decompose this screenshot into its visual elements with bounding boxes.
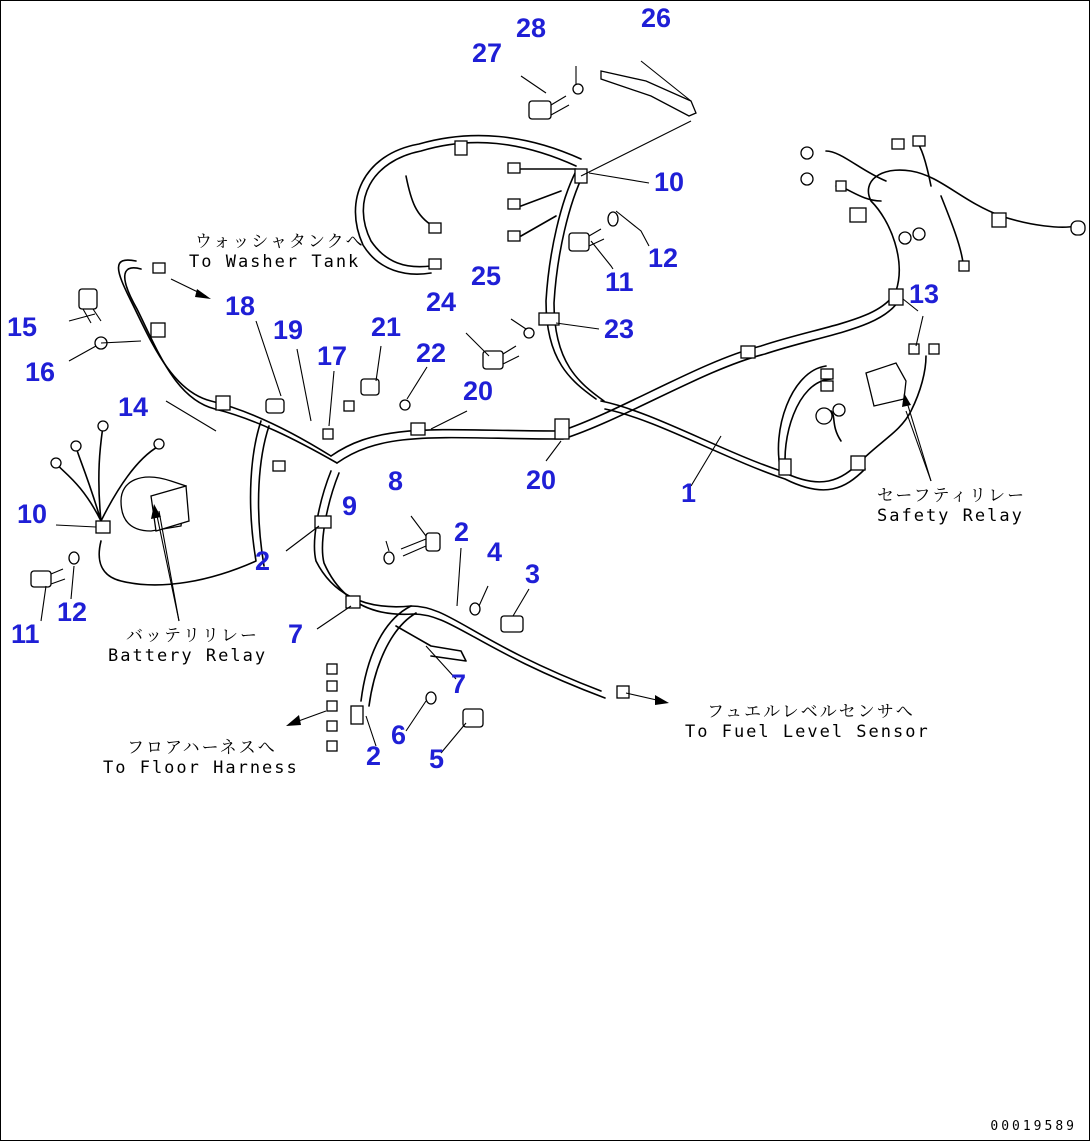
callout-20-top: 20	[463, 376, 494, 406]
callout-15: 15	[7, 312, 38, 342]
callout-1: 1	[681, 478, 697, 508]
callout-2-right: 2	[454, 517, 470, 547]
callout-22: 22	[416, 338, 447, 368]
callout-7-left: 7	[288, 619, 304, 649]
note-washer-tank-en: To Washer Tank	[189, 251, 361, 272]
callout-4: 4	[487, 537, 503, 567]
note-floor-harness	[103, 739, 299, 778]
callout-12-left: 12	[57, 597, 88, 627]
callout-23: 23	[604, 314, 635, 344]
note-fuel-level-sensor-en: To Fuel Level Sensor	[685, 721, 930, 742]
callout-27: 27	[472, 38, 503, 68]
callout-11-top: 11	[605, 267, 634, 297]
note-safety-relay-en: Safety Relay	[877, 505, 1024, 526]
callout-8: 8	[388, 466, 404, 496]
callout-25: 25	[471, 261, 502, 291]
note-safety-relay-jp: セーフティリレー	[877, 486, 1027, 506]
callout-9: 9	[342, 491, 358, 521]
harness-drawing	[1, 1, 1090, 1141]
note-washer-tank	[189, 233, 365, 272]
callout-13: 13	[909, 279, 940, 309]
note-washer-tank-jp: ウォッシャタンクへ	[195, 232, 365, 252]
note-floor-harness-jp: フロアハーネスへ	[127, 738, 277, 758]
note-fuel-level-sensor-jp: フュエルレベルセンサへ	[707, 702, 915, 722]
callout-26: 26	[641, 3, 672, 33]
callout-11-left: 11	[11, 619, 40, 649]
callout-19: 19	[273, 315, 304, 345]
callout-5: 5	[429, 744, 445, 774]
callout-21: 21	[371, 312, 402, 342]
callout-20-bottom: 20	[526, 465, 557, 495]
note-floor-harness-en: To Floor Harness	[103, 757, 299, 778]
note-battery-relay-en: Battery Relay	[108, 645, 268, 666]
callout-28: 28	[516, 13, 547, 43]
callout-10-left: 10	[17, 499, 48, 529]
callout-24: 24	[426, 287, 457, 317]
note-safety-relay	[877, 487, 1026, 526]
callout-14: 14	[118, 392, 149, 422]
callout-12-top: 12	[648, 243, 679, 273]
note-battery-relay	[108, 627, 267, 666]
note-fuel-level-sensor	[685, 703, 930, 742]
document-id: 00019589	[990, 1119, 1077, 1134]
direction-arrows	[151, 279, 931, 726]
note-battery-relay-jp: バッテリリレー	[126, 626, 259, 646]
callout-2-left: 2	[255, 546, 271, 576]
callout-6: 6	[391, 720, 407, 750]
callout-18: 18	[225, 291, 256, 321]
callout-2-bottom: 2	[366, 741, 382, 771]
callout-10-top: 10	[654, 167, 685, 197]
callout-16: 16	[25, 357, 56, 387]
callout-7-right: 7	[451, 669, 467, 699]
callout-3: 3	[525, 559, 541, 589]
callout-17: 17	[317, 341, 348, 371]
